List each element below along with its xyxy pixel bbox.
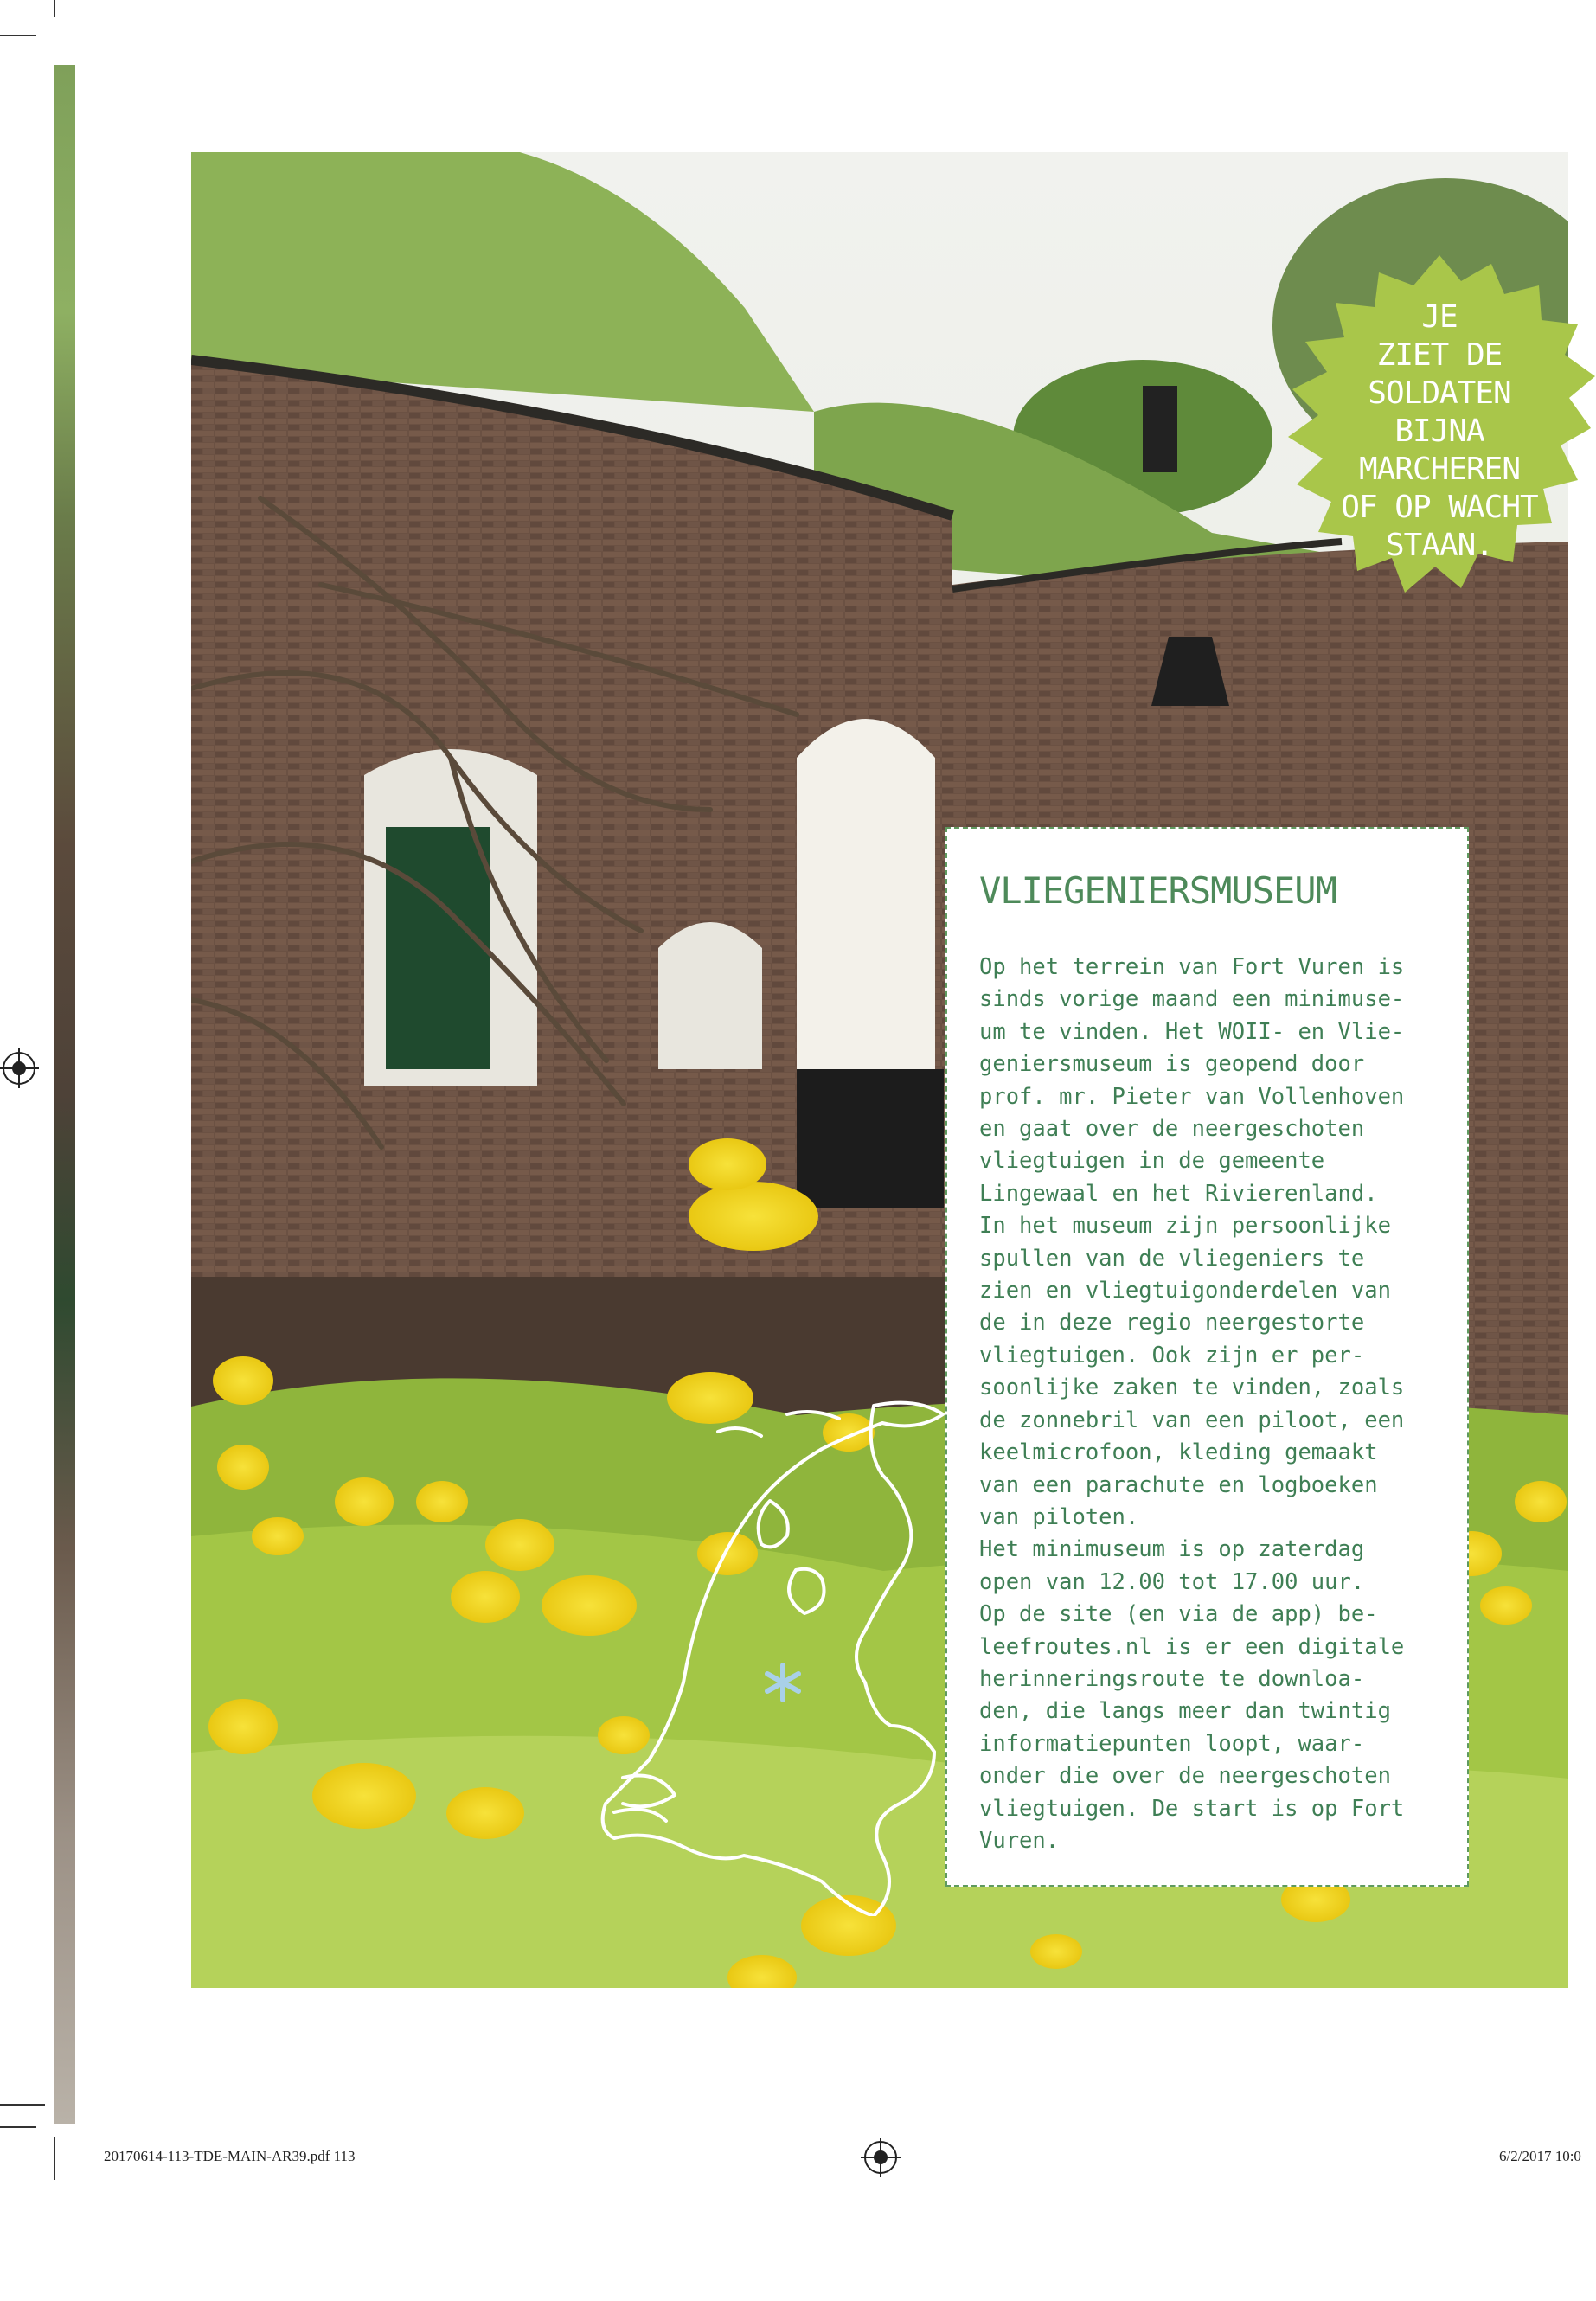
infobox-line: en gaat over de neergeschoten — [979, 1116, 1365, 1143]
infobox-line: um te vinden. Het WOII- en Vlie- — [979, 1018, 1405, 1045]
infobox-line: de zonnebril van een piloot, een — [979, 1407, 1405, 1433]
infobox-body — [979, 952, 1459, 1857]
crop-mark — [54, 2137, 55, 2180]
infobox-line: geniersmuseum is geopend door — [979, 1051, 1365, 1078]
infobox-line: vliegtuigen. De start is op Fort — [979, 1795, 1405, 1822]
footer-date: 6/2/2017 10:0 — [1499, 2148, 1581, 2164]
infobox-line: Op de site (en via de app) be- — [979, 1601, 1378, 1628]
infobox-line: zien en vliegtuigonderdelen van — [979, 1278, 1391, 1304]
infobox-line: den, die langs meer dan twintig — [979, 1698, 1391, 1725]
infobox-line: informatiepunten loopt, waar- — [979, 1730, 1365, 1757]
badge-line: STAAN. — [1385, 528, 1494, 563]
badge-line: MARCHEREN — [1358, 452, 1521, 487]
badge-line: SOLDATEN — [1368, 375, 1511, 411]
badge-line: BIJNA — [1394, 413, 1484, 449]
crop-mark — [0, 2126, 36, 2128]
infobox-line: vliegtuigen. Ook zijn er per- — [979, 1342, 1365, 1368]
badge-line: ZIET DE — [1376, 337, 1503, 373]
crop-mark — [0, 35, 36, 36]
quote-badge-text — [1284, 298, 1595, 565]
crop-mark — [54, 0, 55, 17]
infobox-line: In het museum zijn persoonlijke — [979, 1213, 1391, 1240]
infobox-line: prof. mr. Pieter van Vollenhoven — [979, 1083, 1405, 1110]
infobox-line: sinds vorige maand een minimuse- — [979, 986, 1405, 1013]
infobox-title: VLIEGENIERSMUSEUM — [979, 869, 1336, 912]
registration-mark-icon — [3, 1052, 35, 1085]
location-asterisk-icon — [767, 1665, 798, 1700]
infobox-line: open van 12.00 tot 17.00 uur. — [979, 1568, 1365, 1595]
netherlands-outline-map-icon — [588, 1397, 952, 1916]
infobox-line: keelmicrofoon, kleding gemaakt — [979, 1439, 1378, 1466]
infobox-line: spullen van de vliegeniers te — [979, 1245, 1365, 1272]
crop-mark — [0, 2104, 45, 2106]
registration-mark-icon — [864, 2141, 897, 2174]
badge-line: JE — [1421, 299, 1458, 335]
infobox-line: soonlijke zaken te vinden, zoals — [979, 1375, 1405, 1401]
footer-filename: 20170614-113-TDE-MAIN-AR39.pdf 113 — [104, 2148, 356, 2164]
infobox-line: van piloten. — [979, 1503, 1139, 1530]
infobox-line: Vuren. — [979, 1827, 1060, 1854]
infobox-line: Op het terrein van Fort Vuren is — [979, 954, 1405, 980]
badge-line: OF OP WACHT — [1341, 490, 1538, 525]
infobox-line: Het minimuseum is op zaterdag — [979, 1536, 1365, 1563]
adjacent-page-strip — [54, 65, 75, 2124]
infobox-line: Lingewaal en het Rivierenland. — [979, 1180, 1378, 1207]
infobox-line: de in deze regio neergestorte — [979, 1310, 1365, 1336]
infobox-line: leefroutes.nl is er een digitale — [979, 1633, 1405, 1660]
infobox-line: onder die over de neergeschoten — [979, 1763, 1391, 1790]
infobox-line: vliegtuigen in de gemeente — [979, 1148, 1325, 1175]
infobox-line: herinneringsroute te downloa- — [979, 1665, 1365, 1692]
infobox-line: van een parachute en logboeken — [979, 1471, 1378, 1498]
